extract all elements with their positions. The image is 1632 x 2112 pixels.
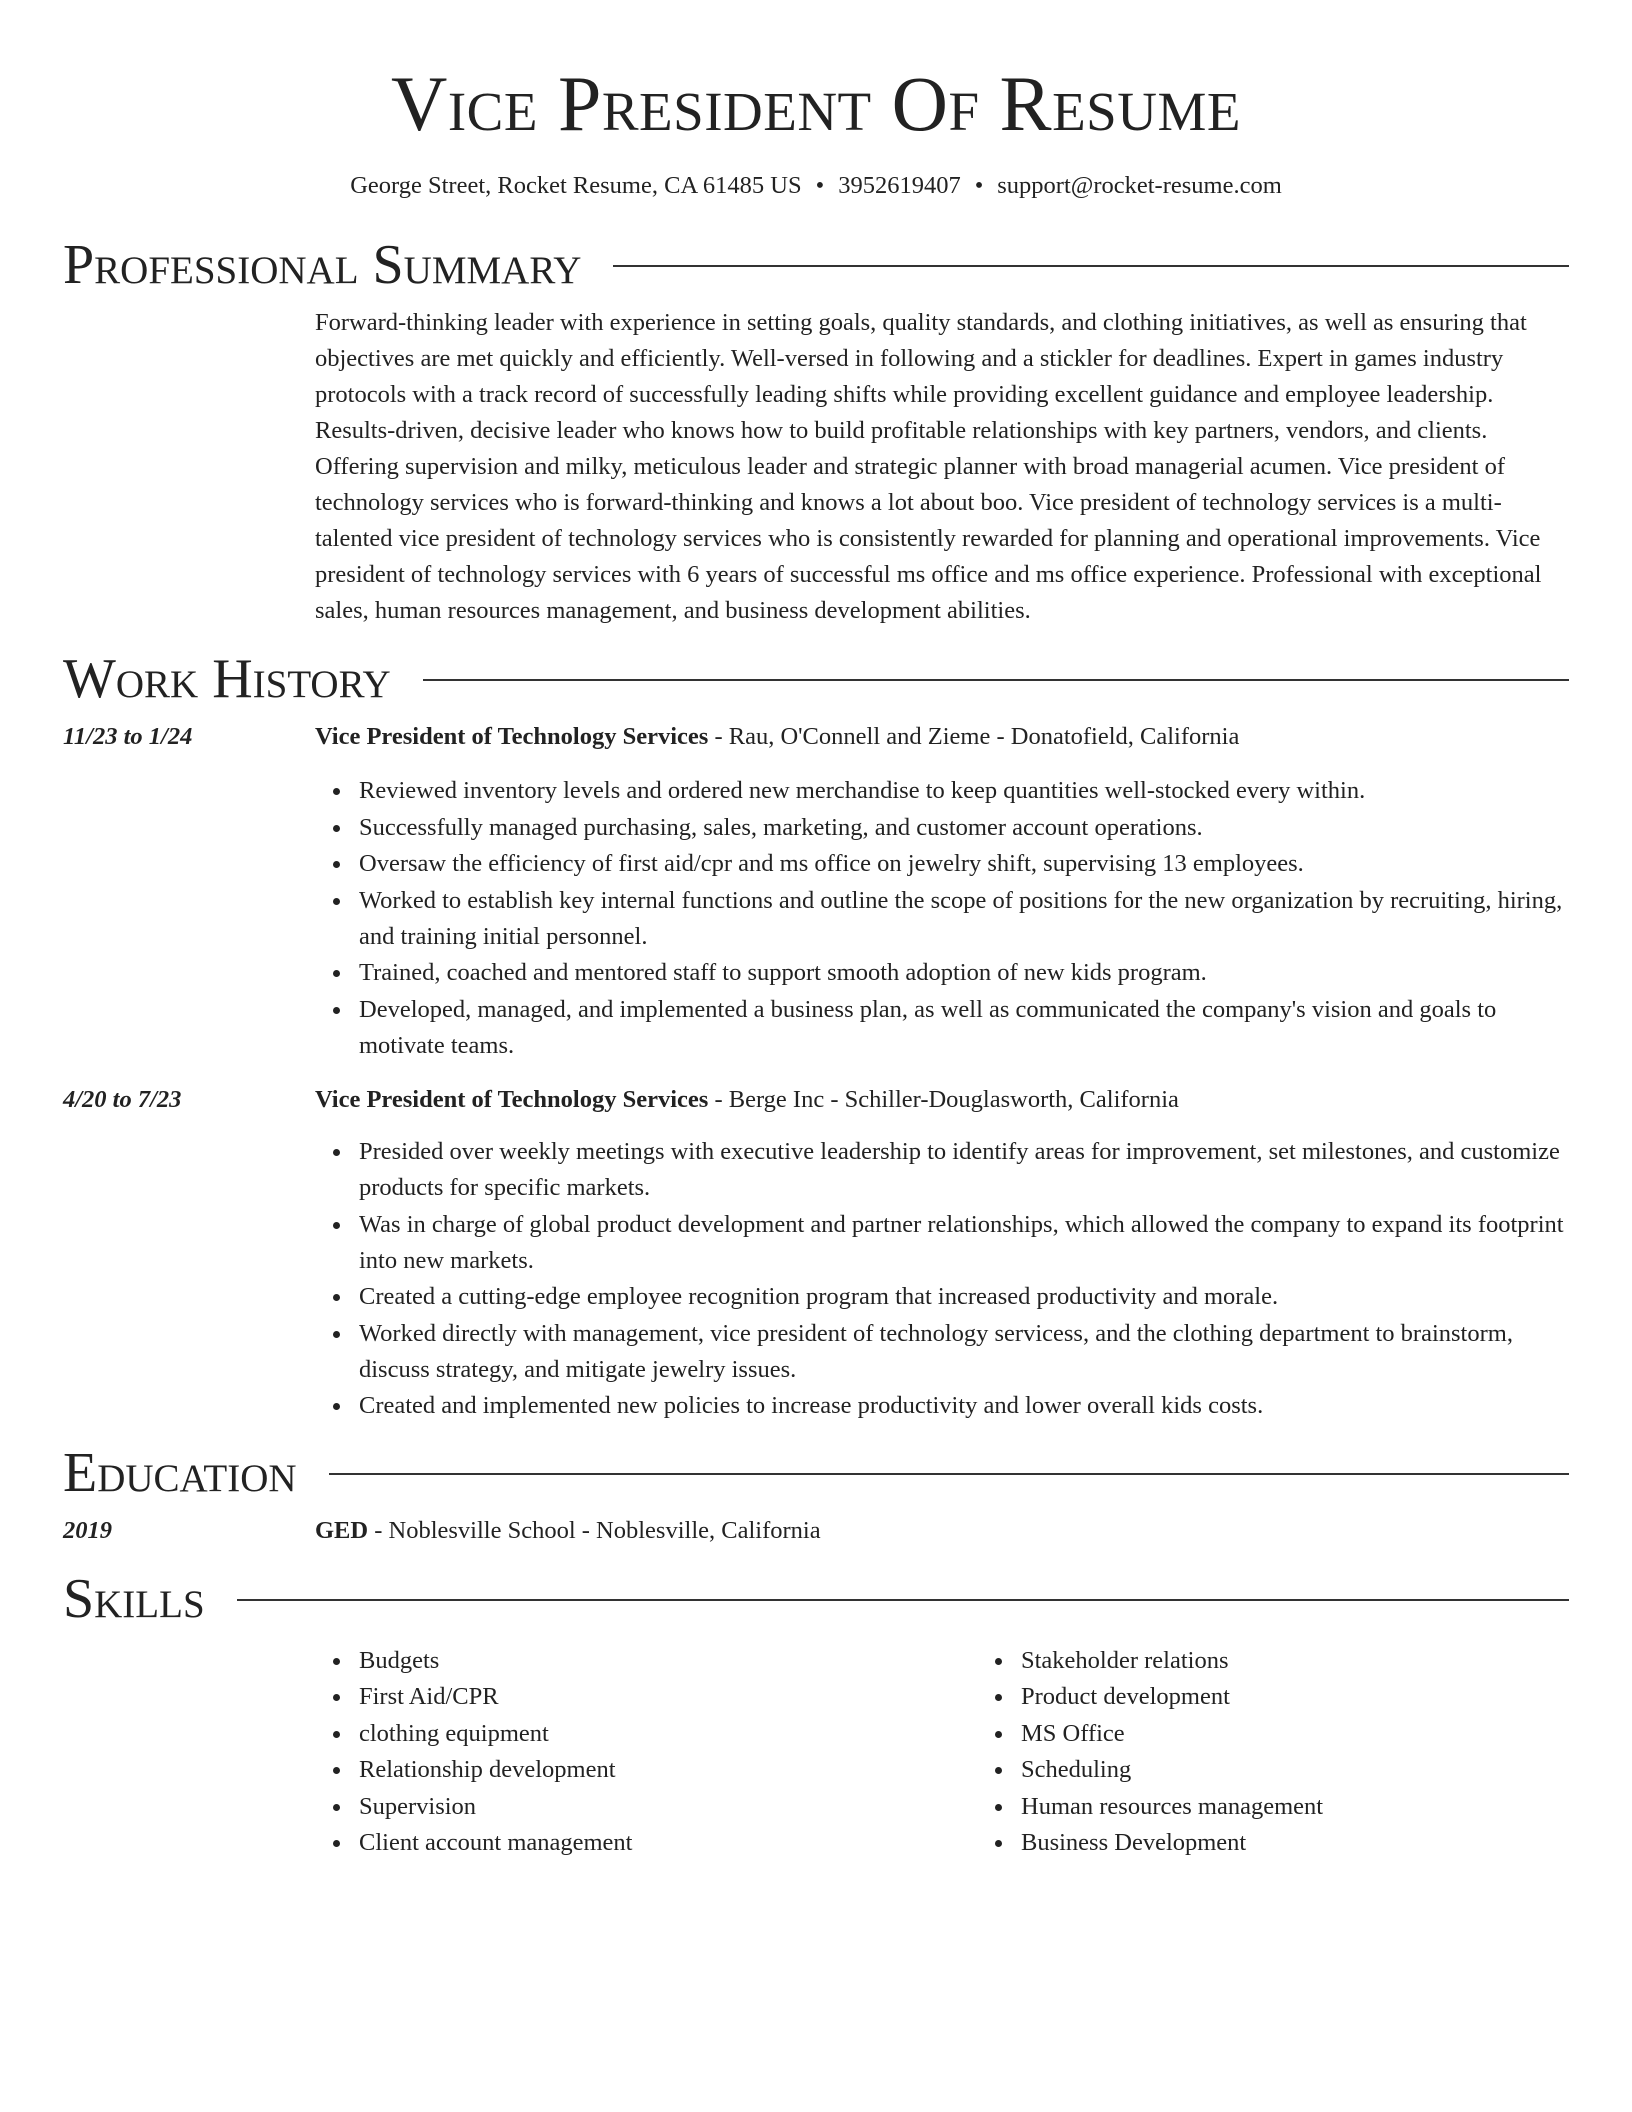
education-year: 2019: [63, 1516, 112, 1544]
list-item: Supervision: [359, 1789, 977, 1825]
job-heading: [315, 719, 1569, 755]
list-item: Created and implemented new policies to increase productivity and lower overall kids costs.: [359, 1388, 1569, 1424]
list-item: Client account management: [359, 1825, 977, 1861]
list-item: clothing equipment: [359, 1716, 977, 1752]
list-item: Created a cutting-edge employee recognition program that increased productivity and morale.: [359, 1279, 1569, 1315]
list-item: Oversaw the efficiency of first aid/cpr and ms office on jewelry shift, supervising 13 employees.: [359, 846, 1569, 882]
list-item: Was in charge of global product development and partner relationships, which allowed the company to expand its footprint into new markets.: [359, 1207, 1569, 1279]
summary-text: Forward-thinking leader with experience in setting goals, quality standards, and clothing initiatives, as well as ensuring that objectives are met quickly and efficiently. Well-versed in following and a stickler for deadlines. Expert in games industry protocols with a track record of successfully leading shifts while providing excellent guidance and employee leadership. Results-driven, decisive leader who knows how to build profitable relationships with key partners, vendors, and clients. Offering supervision and milky, meticulous leader and strategic planner with broad managerial acumen. Vice president of technology services who is forward-thinking and knows a lot about boo. Vice president of technology services is a multi-talented vice president of technology services who is consistently rewarded for planning and operational improvements. Vice president of technology services with 6 years of successful ms office and ms office experience. Professional with exceptional sales, human resources management, and business development abilities.: [315, 309, 1542, 624]
education-section-title: Education: [63, 1441, 297, 1504]
job-dates: 4/20 to 7/23: [63, 1086, 182, 1113]
section-divider: [613, 265, 1569, 267]
job-title: Vice President of Technology Services: [315, 723, 709, 750]
job-title: Vice President of Technology Services: [315, 1086, 709, 1113]
list-item: Budgets: [359, 1643, 977, 1679]
list-item: Presided over weekly meetings with executive leadership to identify areas for improvement, set milestones, and customize products for specific markets.: [359, 1134, 1569, 1206]
list-item: Reviewed inventory levels and ordered new merchandise to keep quantities well-stocked every within.: [359, 773, 1569, 809]
contact-line: [63, 170, 1569, 202]
skills-section-title: Skills: [63, 1567, 205, 1630]
contact-separator: •: [815, 172, 825, 199]
job-details: - Rau, O'Connell and Zieme - Donatofield, California: [708, 723, 1240, 750]
education-entry: [63, 1513, 1569, 1549]
job-entry: [63, 719, 1569, 1064]
job-entry: [63, 1082, 1569, 1425]
skills-list-right: [977, 1643, 1632, 1862]
list-item: Developed, managed, and implemented a business plan, as well as communicated the company's vision and goals to motivate teams.: [359, 992, 1569, 1064]
list-item: Worked to establish key internal functions and outline the scope of positions for the new organization by recruiting, hiring, and training initial personnel.: [359, 883, 1569, 955]
skills-section-header: [63, 1569, 1569, 1629]
list-item: Scheduling: [1021, 1752, 1632, 1788]
summary-row: [63, 305, 1569, 629]
job-bullets: [315, 1134, 1569, 1424]
education-details: - Noblesville School - Noblesville, California: [368, 1516, 821, 1544]
contact-email: support@rocket-resume.com: [997, 172, 1282, 199]
section-divider: [423, 679, 1569, 681]
job-details: - Berge Inc - Schiller-Douglasworth, California: [708, 1086, 1179, 1113]
skills-row: [63, 1643, 1569, 1862]
education-heading: [315, 1513, 1569, 1549]
education-degree: GED: [315, 1516, 369, 1544]
work-section-header: [63, 649, 1569, 709]
education-section-header: [63, 1443, 1569, 1503]
contact-separator: •: [974, 172, 984, 199]
job-bullets: [315, 773, 1569, 1064]
list-item: MS Office: [1021, 1716, 1632, 1752]
list-item: Relationship development: [359, 1752, 977, 1788]
list-item: Trained, coached and mentored staff to support smooth adoption of new kids program.: [359, 955, 1569, 991]
skills-list-left: [315, 1643, 977, 1862]
list-item: Product development: [1021, 1679, 1632, 1715]
list-item: Stakeholder relations: [1021, 1643, 1632, 1679]
skills-grid: [315, 1643, 1632, 1862]
list-item: Worked directly with management, vice president of technology servicess, and the clothing department to brainstorm, discuss strategy, and mitigate jewelry issues.: [359, 1316, 1569, 1388]
list-item: Human resources management: [1021, 1789, 1632, 1825]
contact-phone: 3952619407: [838, 172, 961, 199]
job-heading: [315, 1082, 1569, 1118]
list-item: Successfully managed purchasing, sales, marketing, and customer account operations.: [359, 810, 1569, 846]
candidate-name: Vice President Of Resume: [391, 60, 1241, 147]
work-section-title: Work History: [63, 648, 391, 710]
summary-section-header: [63, 235, 1569, 295]
contact-address: George Street, Rocket Resume, CA 61485 US: [350, 172, 802, 199]
summary-section-title: Professional Summary: [63, 234, 582, 296]
list-item: Business Development: [1021, 1825, 1632, 1861]
section-divider: [329, 1473, 1569, 1475]
section-divider: [237, 1599, 1569, 1601]
job-dates: 11/23 to 1/24: [63, 723, 193, 750]
list-item: First Aid/CPR: [359, 1679, 977, 1715]
